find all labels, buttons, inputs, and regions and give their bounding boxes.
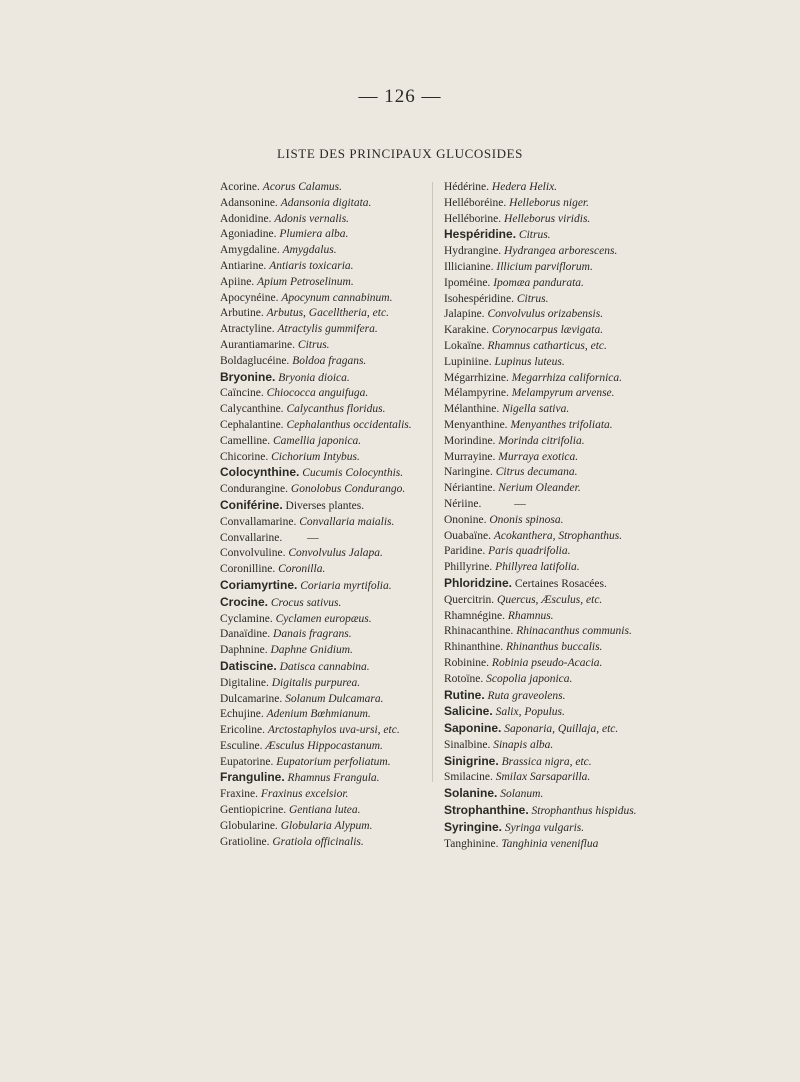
glucoside-entry (220, 723, 425, 739)
source-plant: Bryonia dioica. (278, 371, 350, 384)
source-plant: Amygdalus. (282, 244, 337, 257)
glucoside-entry (220, 692, 425, 708)
glucoside-name: Quercitrin. (444, 593, 495, 606)
glucoside-name: Danaïdine. (220, 628, 271, 641)
source-plant: Atractylis gummifera. (277, 323, 378, 336)
glucoside-name: Helléborine. (444, 212, 502, 225)
glucoside-name: Saponine. (444, 721, 502, 736)
source-plant: Coronilla. (278, 563, 326, 576)
glucoside-entry (444, 307, 659, 323)
glucoside-entry (220, 275, 425, 291)
source-plant: Daphne Gnidium. (270, 644, 353, 657)
source-plant: Murraya exotica. (498, 450, 579, 463)
glucoside-entry (444, 418, 659, 434)
glucoside-entry (220, 243, 425, 259)
glucoside-entry (444, 212, 659, 228)
glucoside-entry (444, 837, 659, 853)
glucoside-name: Illicianine. (444, 260, 494, 273)
glucoside-name: Datiscine. (220, 658, 277, 673)
source-plant: Solanum. (500, 788, 544, 801)
glucoside-entry (444, 402, 659, 418)
glucoside-name: Convallarine. (220, 531, 283, 544)
source-plant: Robinia pseudo-Acacia. (491, 656, 603, 669)
source-plant: Plumiera alba. (279, 228, 349, 241)
source-plant: Rhamnus Frangula. (287, 772, 380, 785)
glucoside-entry (220, 578, 425, 595)
source-plant: Melampyrum arvense. (511, 387, 615, 400)
source-plant: Rhinacanthus communis. (516, 625, 632, 638)
glucoside-name: Colocynthine. (220, 465, 300, 480)
glucoside-name: Coriamyrtine. (220, 577, 298, 592)
glucoside-entry (220, 676, 425, 692)
source-plant: Morinda citrifolia. (498, 434, 585, 447)
glucoside-entry (220, 770, 425, 787)
glucoside-name: Chicorine. (220, 450, 269, 463)
source-plant: Citrus. (297, 338, 330, 351)
source-plant: Rhamnus catharticus, etc. (487, 339, 607, 352)
glucoside-name: Mélampyrine. (444, 387, 509, 400)
source-plant: Phillyrea latifolia. (495, 561, 580, 574)
glucoside-name: Convallamarine. (220, 515, 297, 528)
glucoside-entry (220, 212, 425, 228)
glucoside-entry (444, 640, 659, 656)
source-plant: Cucumis Colocynthis. (302, 467, 404, 480)
source-plant: Paris quadrifolia. (488, 545, 571, 558)
glucoside-name: Ipoméine. (444, 276, 491, 289)
source-plant: Arbutus, Gacelltheria, etc. (266, 307, 389, 320)
glucoside-name: Agoniadine. (220, 228, 277, 241)
source-plant: Adonis vernalis. (274, 212, 350, 225)
glucoside-name: Cyclamine. (220, 612, 273, 625)
source-plant: Crocus sativus. (270, 596, 342, 609)
source-plant: Corynocarpus lævigata. (491, 324, 604, 337)
source-plant: Helleborus viridis. (504, 212, 591, 225)
glucoside-entry (220, 531, 425, 547)
glucoside-entry (220, 643, 425, 659)
glucoside-entry (444, 593, 659, 609)
glucoside-name: Antiarine. (220, 259, 267, 272)
source-plant: Megarrhiza californica. (511, 371, 623, 384)
glucoside-entry (220, 819, 425, 835)
glucoside-entry (444, 529, 659, 545)
glucoside-entry (444, 786, 659, 803)
glucoside-entry (220, 562, 425, 578)
glucoside-name: Franguline. (220, 770, 285, 785)
glucoside-name: Rhinanthine. (444, 641, 504, 654)
source-plant: Coriaria myrtifolia. (300, 579, 392, 592)
glucoside-entry (444, 688, 659, 705)
glucoside-name: Mégarrhizine. (444, 371, 509, 384)
glucoside-name: Gratioline. (220, 835, 270, 848)
source-plant: Acorus Calamus. (262, 181, 343, 193)
glucoside-name: Jalapine. (444, 308, 485, 321)
glucoside-name: Smilacine. (444, 771, 493, 784)
glucoside-name: Ononine. (444, 513, 487, 526)
page-number: — 126 — (358, 86, 442, 107)
glucoside-name: Digitaline. (220, 676, 269, 689)
glucoside-entry (220, 402, 425, 418)
glucoside-entry (220, 835, 425, 851)
glucoside-name: Hespéridine. (444, 227, 517, 242)
glucoside-entry (444, 820, 659, 837)
glucoside-entry (444, 672, 659, 688)
source-plant: Hydrangea arborescens. (504, 245, 618, 258)
source-plant: Acokanthera, Strophanthus. (493, 529, 623, 542)
glucoside-entry (444, 450, 659, 466)
source-plant: Citrus. (518, 229, 551, 242)
glucoside-name: Naringine. (444, 466, 493, 479)
glucoside-entry (444, 803, 659, 820)
source-plant: Adenium Bœhmianum. (266, 708, 371, 721)
glucoside-entry (220, 196, 425, 212)
glucoside-name: Acorine. (220, 181, 260, 193)
glucoside-name: Hédérine. (444, 181, 490, 193)
glucoside-entry (220, 595, 425, 612)
glucoside-entry (444, 180, 659, 196)
source-plant: Quercus, Æsculus, etc. (497, 593, 603, 606)
source-plant: Danais fragrans. (273, 628, 352, 641)
source-plant: Digitalis purpurea. (271, 676, 361, 689)
glucoside-name: Aurantiamarine. (220, 338, 296, 351)
glucoside-name: Bryonine. (220, 369, 276, 384)
glucoside-entry (220, 482, 425, 498)
glucoside-name: Menyanthine. (444, 418, 508, 431)
glucoside-entry (220, 259, 425, 275)
glucoside-entry (444, 244, 659, 260)
glucoside-entry (220, 627, 425, 643)
glucoside-entry (220, 659, 425, 676)
source-plant: Ruta graveolens. (487, 689, 566, 702)
source-plant: Æsculus Hippocastanum. (265, 739, 383, 752)
column-divider (432, 182, 433, 782)
source-plant: Gentiana lutea. (288, 804, 361, 817)
source-plant: Arctostaphylos uva-ursi, etc. (267, 724, 400, 737)
glucoside-entry (220, 180, 425, 196)
source-plant: Datisca cannabina. (279, 660, 370, 673)
glucoside-name: Strophanthine. (444, 803, 529, 818)
page-title: LISTE DES PRINCIPAUX GLUCOSIDES (276, 146, 523, 161)
source-plant: Sinapis alba. (493, 738, 554, 751)
glucoside-name: Helléboréine. (444, 196, 507, 209)
glucoside-name: Camelline. (220, 434, 271, 447)
right-column (443, 180, 659, 852)
glucoside-name: Ouabaïne. (444, 529, 491, 542)
glucoside-name: Arbutine. (220, 307, 264, 320)
source-plant: Convolvulus Jalapa. (288, 547, 383, 560)
source-plant: — (514, 497, 526, 510)
source-plant: Convallaria maialis. (299, 515, 395, 528)
source-plant: Brassica nigra, etc. (501, 755, 592, 768)
glucoside-name: Lokaïne. (444, 339, 485, 352)
source-plant: Chiococca anguifuga. (266, 387, 369, 400)
source-plant: Camellia japonica. (273, 434, 362, 447)
glucoside-name: Sinigrine. (444, 753, 499, 768)
source-plant: Rhinanthus buccalis. (505, 641, 603, 654)
source-plant: Fraxinus excelsior. (260, 788, 349, 801)
glucoside-entry (444, 544, 659, 560)
glucoside-name: Robinine. (444, 656, 490, 669)
source-plant: Smilax Sarsaparilla. (495, 771, 591, 784)
source-plant: Certaines Rosacées. (514, 577, 607, 590)
glucoside-name: Gentiopicrine. (220, 804, 287, 817)
glucoside-entry (444, 770, 659, 786)
glucoside-name: Cephalantine. (220, 418, 284, 431)
glucoside-entry (444, 609, 659, 625)
glucoside-entry (444, 481, 659, 497)
source-plant: Syringa vulgaris. (504, 821, 585, 834)
glucoside-name: Daphnine. (220, 644, 268, 657)
glucoside-name: Amygdaline. (220, 244, 280, 257)
glucoside-entry (444, 227, 659, 244)
glucoside-entry (220, 755, 425, 771)
glucoside-entry (444, 434, 659, 450)
glucoside-entry (220, 338, 425, 354)
source-plant: Ipomæa pandurata. (493, 276, 584, 289)
glucoside-name: Morindine. (444, 434, 496, 447)
glucoside-name: Adansonine. (220, 196, 278, 209)
glucoside-entry (444, 624, 659, 640)
glucoside-name: Globularine. (220, 819, 278, 832)
source-plant: Gonolobus Condurango. (290, 483, 406, 496)
glucoside-name: Isohespéridine. (444, 292, 514, 305)
source-plant: Diverses plantes. (285, 499, 365, 512)
glucoside-entry (220, 498, 425, 515)
glucoside-entry (444, 497, 659, 513)
glucoside-name: Phloridzine. (444, 575, 513, 590)
glucoside-entry (444, 721, 659, 738)
glucoside-name: Calycanthine. (220, 403, 284, 416)
glucoside-entry (444, 355, 659, 371)
glucoside-name: Murrayine. (444, 450, 496, 463)
source-plant: Helleborus niger. (509, 196, 589, 209)
glucoside-entry (444, 371, 659, 387)
glucoside-entry (444, 738, 659, 754)
glucoside-name: Atractyline. (220, 323, 275, 336)
glucoside-entry (220, 515, 425, 531)
glucoside-entry (444, 323, 659, 339)
glucoside-name: Esculine. (220, 739, 263, 752)
source-plant: Cyclamen europæus. (275, 612, 372, 625)
source-plant: Illicium parviflorum. (496, 260, 593, 273)
source-plant: Calycanthus floridus. (286, 403, 386, 416)
glucoside-name: Dulcamarine. (220, 692, 283, 705)
glucoside-name: Condurangine. (220, 483, 289, 496)
glucoside-name: Tanghinine. (444, 837, 499, 850)
glucoside-name: Crocine. (220, 594, 269, 609)
glucoside-entry (444, 704, 659, 721)
source-plant: Ononis spinosa. (489, 513, 564, 526)
source-plant: Rhamnus. (507, 609, 554, 622)
source-plant: Antiaris toxicaria. (269, 259, 354, 272)
glucoside-name: Boldaglucéine. (220, 354, 290, 367)
glucoside-name: Paridine. (444, 545, 486, 558)
glucoside-entry (220, 739, 425, 755)
source-plant: Eupatorium perfoliatum. (276, 755, 391, 768)
glucoside-entry (444, 513, 659, 529)
glucoside-name: Nériine. (444, 497, 482, 510)
glucoside-name: Coronilline. (220, 563, 276, 576)
source-plant: Convolvulus orizabensis. (487, 308, 604, 321)
source-plant: Apium Petroselinum. (257, 275, 354, 288)
source-plant: Boldoa fragans. (292, 354, 367, 367)
source-plant: Saponaria, Quillaja, etc. (504, 723, 619, 736)
source-plant: Cephalanthus occidentalis. (286, 418, 412, 431)
glucoside-name: Eupatorine. (220, 755, 274, 768)
glucoside-entry (444, 292, 659, 308)
glucoside-name: Convolvuline. (220, 547, 286, 560)
glucoside-entry (220, 434, 425, 450)
glucoside-entry (220, 803, 425, 819)
glucoside-entry (220, 450, 425, 466)
glucoside-name: Apiine. (220, 275, 255, 288)
source-plant: Cichorium Intybus. (271, 450, 360, 463)
glucoside-entry (220, 322, 425, 338)
source-plant: Tanghinia veneniflua (501, 837, 599, 850)
glucoside-name: Echujine. (220, 708, 264, 721)
glucoside-entry (220, 546, 425, 562)
glucoside-name: Mélanthine. (444, 403, 500, 416)
source-plant: Menyanthes trifoliata. (510, 418, 613, 431)
glucoside-name: Apocynéine. (220, 291, 279, 304)
glucoside-entry (220, 370, 425, 387)
glucoside-entry (444, 754, 659, 771)
source-plant: Solanum Dulcamara. (285, 692, 384, 705)
source-plant: Hedera Helix. (491, 181, 558, 193)
glucoside-entry (220, 291, 425, 307)
glucoside-name: Karakine. (444, 324, 490, 337)
glucoside-entry (444, 465, 659, 481)
source-plant: Lupinus luteus. (494, 355, 565, 368)
glucoside-entry (220, 306, 425, 322)
source-plant: Adansonia digitata. (280, 196, 372, 209)
glucoside-name: Adonidine. (220, 212, 272, 225)
left-column (220, 180, 426, 850)
glucoside-entry (444, 576, 659, 593)
glucoside-entry (220, 465, 425, 482)
source-plant: Citrus decumana. (495, 466, 578, 479)
glucoside-name: Syringine. (444, 819, 503, 834)
glucoside-entry (444, 656, 659, 672)
glucoside-name: Phillyrine. (444, 561, 493, 574)
source-plant: Nerium Oleander. (498, 482, 581, 495)
source-plant: Gratiola officinalis. (272, 835, 364, 848)
glucoside-name: Sinalbine. (444, 738, 491, 751)
glucoside-name: Solanine. (444, 786, 498, 801)
glucoside-entry (220, 787, 425, 803)
glucoside-entry (220, 386, 425, 402)
glucoside-name: Rotoïne. (444, 672, 484, 685)
source-plant: Scopolia japonica. (486, 672, 573, 685)
glucoside-entry (444, 276, 659, 292)
glucoside-entry (220, 354, 425, 370)
glucoside-entry (444, 339, 659, 355)
source-plant: Apocynum cannabinum. (281, 291, 393, 304)
glucoside-name: Rutine. (444, 687, 485, 702)
glucoside-name: Fraxine. (220, 788, 259, 801)
source-plant: Globularia Alypum. (280, 819, 373, 832)
glucoside-entry (220, 227, 425, 243)
glucoside-entry (444, 260, 659, 276)
glucoside-entry (444, 386, 659, 402)
glucoside-name: Rhamnégine. (444, 609, 505, 622)
glucoside-name: Caïncine. (220, 387, 264, 400)
glucoside-entry (444, 560, 659, 576)
glucoside-entry (220, 707, 425, 723)
source-plant: Salix, Populus. (495, 706, 565, 719)
glucoside-entry (444, 196, 659, 212)
glucoside-name: Lupiniine. (444, 355, 492, 368)
glucoside-name: Ericoline. (220, 724, 266, 737)
glucoside-name: Rhinacanthine. (444, 625, 514, 638)
glucoside-entry (220, 418, 425, 434)
source-plant: — (307, 531, 319, 544)
source-plant: Nigella sativa. (502, 403, 570, 416)
glucoside-name: Coniférine. (220, 497, 283, 512)
glucoside-name: Nériantine. (444, 482, 496, 495)
glucoside-entry (220, 612, 425, 628)
source-plant: Strophanthus hispidus. (531, 805, 637, 818)
source-plant: Citrus. (516, 292, 549, 305)
glucoside-name: Hydrangine. (444, 245, 502, 258)
glucoside-name: Salicine. (444, 704, 493, 719)
